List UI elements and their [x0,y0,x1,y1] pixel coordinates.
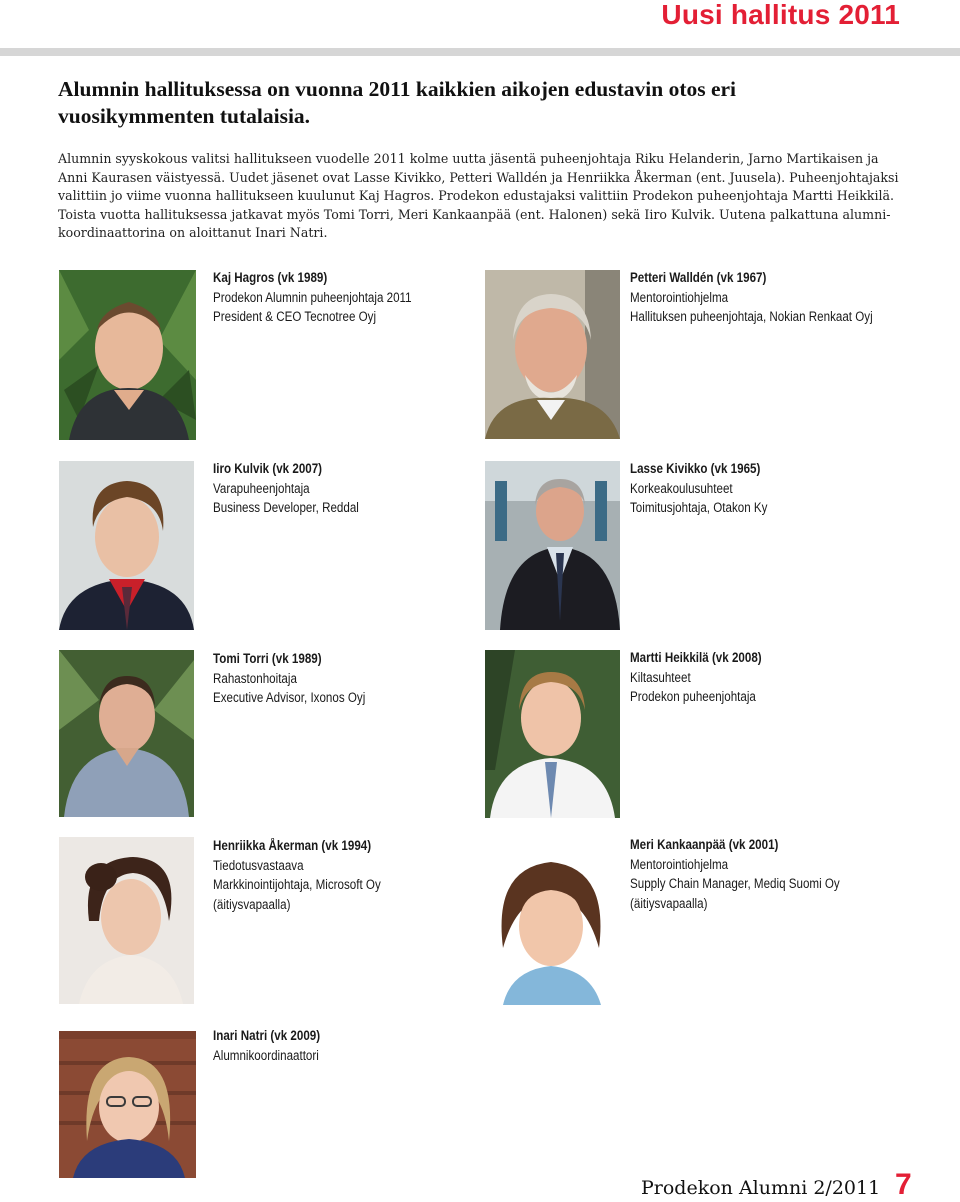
photo-iiro-kulvik [59,461,194,630]
info-martti-heikkila [630,648,762,707]
portrait-image [485,270,620,439]
member-role: Tiedotusvastaava [213,857,304,873]
info-inari-natri [213,1026,320,1065]
portrait-image [59,270,196,440]
member-name: Henriikka Åkerman (vk 1994) [213,838,372,853]
member-role: Kiltasuhteet [630,669,691,685]
member-role: Prodekon Alumnin puheenjohtaja 2011 [213,289,412,305]
photo-tomi-torri [59,650,194,817]
portrait-image [485,838,620,1005]
member-job: President & CEO Tecnotree Oyj [213,309,377,324]
member-name: Tomi Torri (vk 1989) [213,651,322,666]
photo-petteri-wallden [485,270,620,439]
portrait-image [485,650,620,818]
member-role: Alumnikoordinaattori [213,1047,319,1063]
photo-meri-kankaanpaa [485,838,620,1005]
member-role: Korkeakoulusuhteet [630,480,733,496]
member-name: Martti Heikkilä (vk 2008) [630,650,762,665]
member-job: Markkinointijohtaja, Microsoft Oy [213,877,381,892]
member-name: Meri Kankaanpää (vk 2001) [630,837,779,852]
info-lasse-kivikko [630,459,767,518]
member-role: Rahastonhoitaja [213,670,297,686]
headline: Alumnin hallituksessa on vuonna 2011 kaikkien aikojen edustavin otos eri vuosikymmenten tutalaisia. [58,77,737,128]
footer-magazine-title: Prodekon Alumni 2/2011 [641,1177,881,1199]
photo-henriikka-akerman [59,837,194,1004]
portrait-image [59,650,194,817]
member-name: Kaj Hagros (vk 1989) [213,270,328,285]
member-job: Executive Advisor, Ixonos Oyj [213,690,366,705]
portrait-image [59,461,194,630]
member-note: (äitiysvapaalla) [213,896,291,912]
member-name: Inari Natri (vk 2009) [213,1028,321,1043]
intro-paragraph: Alumnin syyskokous valitsi hallitukseen vuodelle 2011 kolme uutta jäsentä puheenjohtaja Riku Helanderin, Jarno Martikaisen ja Anni Kaurasen väistyessä. Uudet jäsenet ovat Lasse Kivikko, Petteri Walldén ja Henriikka Åkerman (ent. Juusela). Puheenjohtajaksi valittiin jo viime vuonna hallitukseen kuulunut Kaj Hagros. Prodekon edustajaksi valittiin Prodekon puheenjohtaja Martti Heikkilä. Toista vuotta hallituksessa jatkavat myös Tomi Torri, Meri Kankaanpää (ent. Halonen) sekä Iiro Kulvik. Uutena palkattuna alumni-koordinaattorina on aloittanut Inari Natri. [58,151,899,241]
member-job: Toimitusjohtaja, Otakon Ky [630,500,768,515]
member-name: Lasse Kivikko (vk 1965) [630,461,761,476]
footer-page-number: 7 [895,1168,912,1201]
info-kaj-hagros [213,268,412,327]
member-note: (äitiysvapaalla) [630,895,708,911]
info-henriikka-akerman [213,836,381,914]
member-name: Iiro Kulvik (vk 2007) [213,461,323,476]
info-meri-kankaanpaa [630,835,840,913]
photo-kaj-hagros [59,270,196,440]
section-title: Uusi hallitus 2011 [661,0,900,30]
portrait-image [59,1031,196,1178]
member-job: Supply Chain Manager, Mediq Suomi Oy [630,876,840,891]
info-tomi-torri [213,649,365,708]
photo-martti-heikkila [485,650,620,818]
member-role: Mentorointiohjelma [630,856,729,872]
photo-lasse-kivikko [485,461,620,630]
member-job: Business Developer, Reddal [213,500,359,515]
member-role: Varapuheenjohtaja [213,480,310,496]
member-role: Mentorointiohjelma [630,289,729,305]
member-name: Petteri Walldén (vk 1967) [630,270,767,285]
info-iiro-kulvik [213,459,359,518]
portrait-image [485,461,620,630]
member-job: Prodekon puheenjohtaja [630,689,756,704]
photo-inari-natri [59,1031,196,1178]
header-rule [0,48,960,56]
portrait-image [59,837,194,1004]
member-job: Hallituksen puheenjohtaja, Nokian Renkaat Oyj [630,309,873,324]
info-petteri-wallden [630,268,873,327]
